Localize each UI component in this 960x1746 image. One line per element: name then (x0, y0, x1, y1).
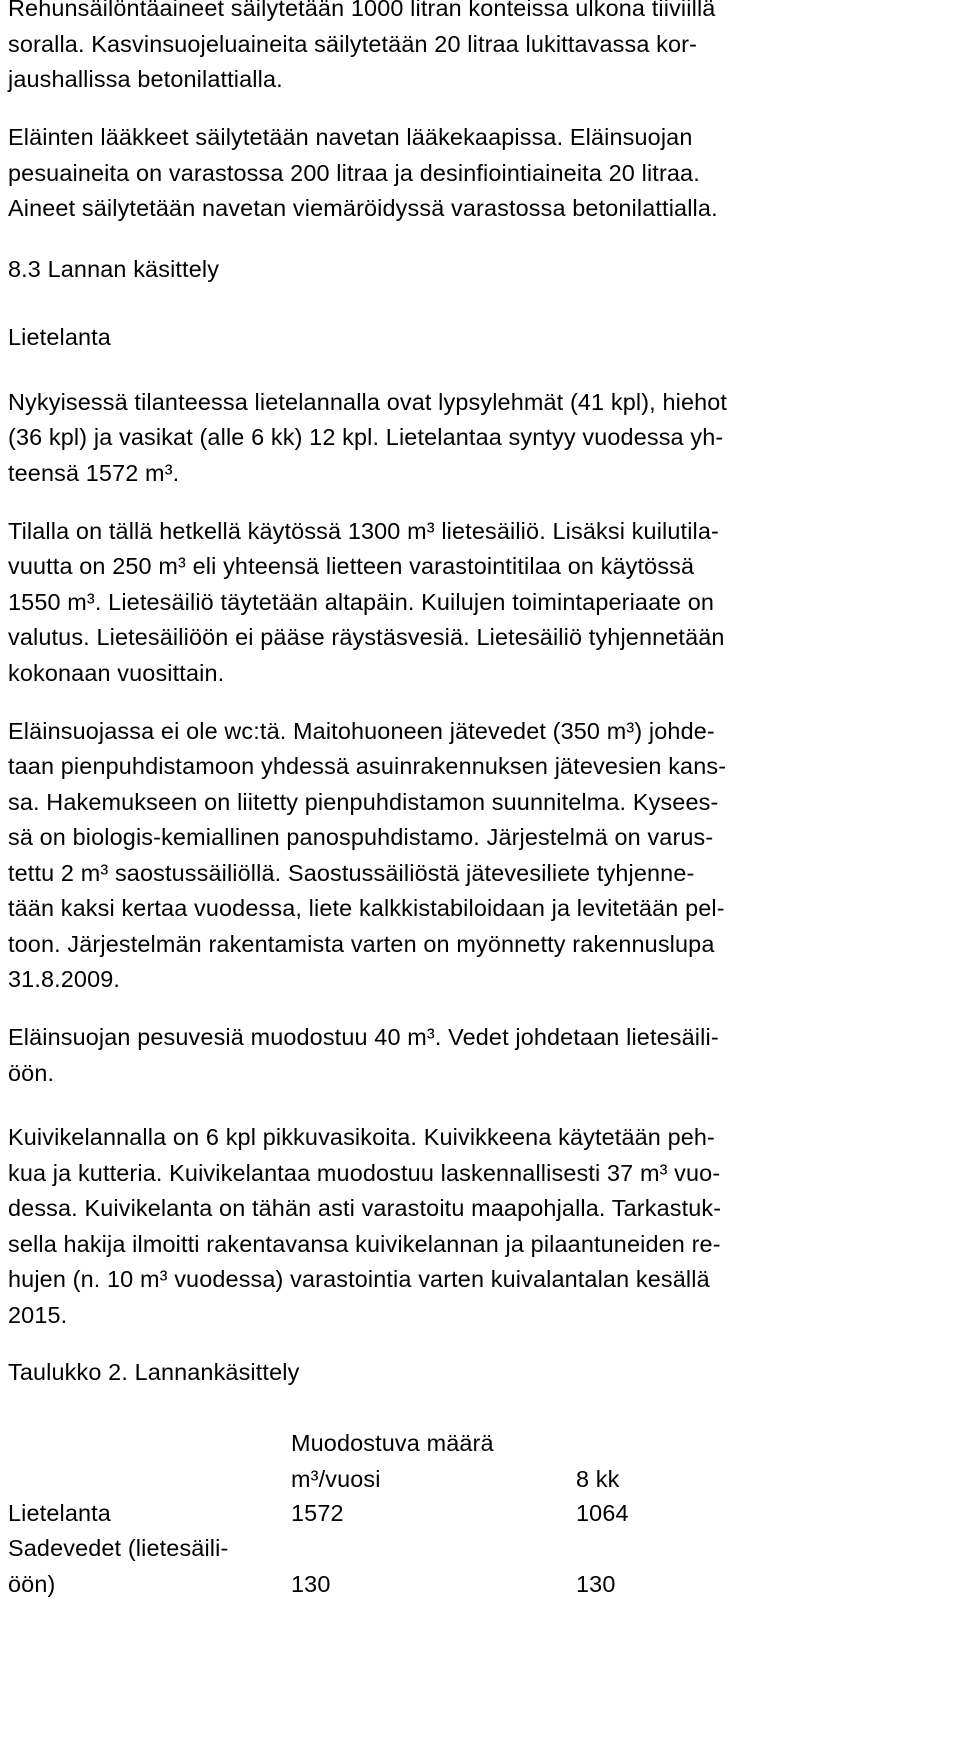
paragraph-line: vuutta on 250 m³ eli yhteensä lietteen varastointitilaa on käytössä (8, 553, 695, 579)
table-cell-quantity: 1572 (291, 1500, 344, 1526)
paragraph-line: taan pienpuhdistamoon yhdessä asuinrakennuksen jätevesien kans- (8, 753, 727, 779)
paragraph-line: toon. Järjestelmän rakentamista varten on myönnetty rakennuslupa (8, 931, 715, 957)
paragraph-line: 1550 m³. Lietesäiliö täytetään altapäin. Kuilujen toimintaperiaate on (8, 589, 715, 615)
table-header-quantity: Muodostuva määrä (291, 1430, 494, 1456)
paragraph-line: Nykyisessä tilanteessa lietelannalla ovat lypsylehmät (41 kpl), hiehot (8, 389, 728, 415)
paragraph-line: Kuivikelannalla on 6 kpl pikkuvasikoita. Kuivikkeena käytetään peh- (8, 1124, 715, 1150)
paragraph-line: Rehunsäilöntäaineet säilytetään 1000 litran konteissa ulkona tiiviillä (8, 0, 716, 21)
table-cell-8kk: 130 (576, 1571, 616, 1597)
paragraph-line: tään kaksi kertaa vuodessa, liete kalkkistabiloidaan ja levitetään pel- (8, 895, 725, 921)
paragraph-line: dessa. Kuivikelanta on tähän asti varastoitu maapohjalla. Tarkastuk- (8, 1195, 722, 1221)
paragraph-line: Eläinten lääkkeet säilytetään navetan lääkekaapissa. Eläinsuojan (8, 124, 693, 150)
paragraph-line: sa. Hakemukseen on liitetty pienpuhdistamon suunnitelma. Kysees- (8, 789, 719, 815)
paragraph-line: hujen (n. 10 m³ vuodessa) varastointia varten kuivalantalan kesällä (8, 1266, 710, 1292)
paragraph-line: valutus. Lietesäiliöön ei pääse räystäsvesiä. Lietesäiliö tyhjennetään (8, 624, 725, 650)
paragraph-line: Eläinsuojassa ei ole wc:tä. Maitohuoneen jätevedet (350 m³) johde- (8, 718, 715, 744)
paragraph-line: tettu 2 m³ saostussäiliöllä. Saostussäiliöstä jätevesiliete tyhjenne- (8, 860, 695, 886)
paragraph-line: Aineet säilytetään navetan viemäröidyssä varastossa betonilattialla. (8, 195, 718, 221)
table-caption: Taulukko 2. Lannankäsittely (8, 1359, 300, 1385)
paragraph-line: Eläinsuojan pesuvesiä muodostuu 40 m³. Vedet johdetaan lietesäili- (8, 1024, 719, 1050)
paragraph-line: öön. (8, 1060, 55, 1086)
paragraph-line: kua ja kutteria. Kuivikelantaa muodostuu laskennallisesti 37 m³ vuo- (8, 1160, 721, 1186)
table-header-unit: m³/vuosi (291, 1466, 381, 1492)
paragraph-line: kokonaan vuosittain. (8, 660, 225, 686)
table-row-label: Sadevedet (lietesäili- (8, 1535, 229, 1561)
paragraph-line: sä on biologis-kemiallinen panospuhdistamo. Järjestelmä on varus- (8, 824, 714, 850)
paragraph-line: 2015. (8, 1302, 68, 1328)
table-header-8kk: 8 kk (576, 1466, 620, 1492)
paragraph-line: soralla. Kasvinsuojeluaineita säilytetään 20 litraa lukittavassa kor- (8, 31, 698, 57)
paragraph-line: Tilalla on tällä hetkellä käytössä 1300 m³ lietesäiliö. Lisäksi kuilutila- (8, 518, 719, 544)
subheading: Lietelanta (8, 324, 111, 350)
table-row-label: Lietelanta (8, 1500, 111, 1526)
paragraph-line: pesuaineita on varastossa 200 litraa ja desinfiointiaineita 20 litraa. (8, 160, 700, 186)
paragraph-line: 31.8.2009. (8, 966, 121, 992)
table-cell-8kk: 1064 (576, 1500, 629, 1526)
paragraph-line: teensä 1572 m³. (8, 460, 180, 486)
paragraph-line: jaushallissa betonilattialla. (8, 66, 283, 92)
section-heading: 8.3 Lannan käsittely (8, 256, 220, 282)
table-row-label-cont: öön) (8, 1571, 56, 1597)
table-cell-quantity: 130 (291, 1571, 331, 1597)
paragraph-line: (36 kpl) ja vasikat (alle 6 kk) 12 kpl. Lietelantaa syntyy vuodessa yh- (8, 424, 724, 450)
paragraph-line: sella hakija ilmoitti rakentavansa kuivikelannan ja pilaantuneiden re- (8, 1231, 721, 1257)
